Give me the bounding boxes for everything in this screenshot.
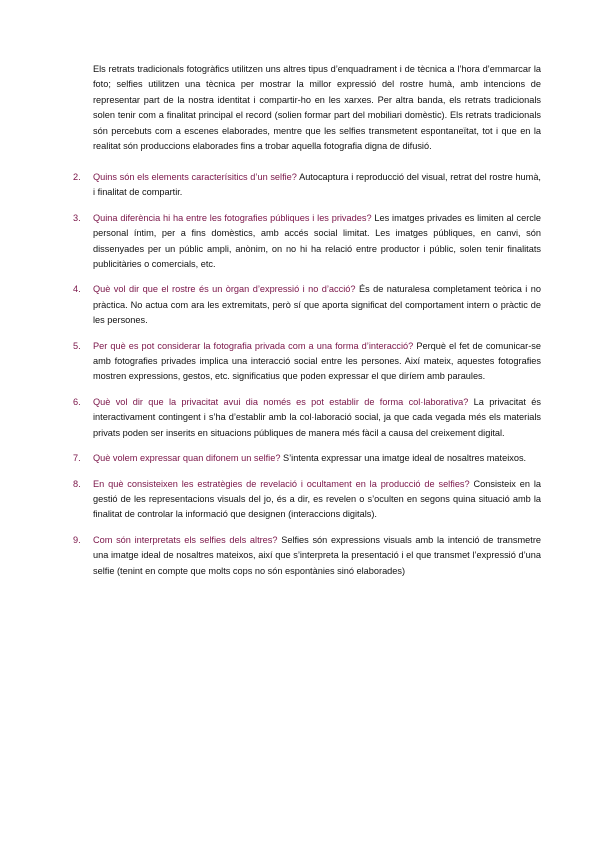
question-number: 6.	[73, 396, 81, 407]
answer-text: Selfies són expressions visuals amb la intenció de transmetre una imatge ideal de nosaltres mateixos, així que s’interpreta la presentació i el que transmet l’expressió d’una selfie (tenint en compte que molts cops no són espontànies sinó elaborades)	[93, 534, 541, 576]
question-number: 7.	[73, 453, 81, 464]
question-number: 2.	[73, 172, 81, 182]
answer-text: S’intenta expressar una imatge ideal de nosaltres mateixos.	[283, 453, 527, 464]
question-number: 9.	[73, 534, 81, 545]
question-text: Què vol dir que la privacitat avui dia només es pot establir de forma col·laborativa?	[93, 396, 469, 407]
question-text: Com són interpretats els selfies dels altres?	[93, 534, 278, 545]
question-list	[73, 170, 541, 579]
answer-text: Consisteix en la gestió de les representacions visuals del jo, és a dir, es revelen o s’oculten en segons quina situació amb la finalitat de controlar la informació que designen (interaccions digitals).	[93, 478, 541, 520]
question-item-3	[73, 211, 541, 273]
question-number: 4.	[73, 284, 81, 295]
answer-text: Les imatges privades es limiten al cercle personal íntim, per a fins domèstics, amb accés social limitat. Les imatges públiques, en canvi, són dissenyades per un públic ampli, anònim, on no hi ha relació entre productor i públic, solen tenir finalitats publicitàries o comercials, etc.	[93, 212, 542, 270]
question-item-8	[73, 477, 541, 523]
answer-text: Autocaptura i reproducció del visual, retrat del rostre humà, i finalitat de compartir.	[93, 172, 541, 198]
question-number: 8.	[73, 478, 81, 489]
question-text: Per què es pot considerar la fotografia privada com a una forma d’interacció?	[93, 340, 414, 351]
question-text: En què consisteixen les estratègies de revelació i ocultament en la producció de selfies?	[93, 478, 470, 489]
question-item-9	[73, 533, 541, 579]
question-number: 5.	[73, 340, 81, 351]
question-text: Quina diferència hi ha entre les fotografies públiques i les privades?	[93, 212, 372, 223]
question-text: Quins són els elements caracterísitics d’un selfie?	[93, 172, 297, 182]
question-text: Què vol dir que el rostre és un òrgan d’expressió i no d’acció?	[93, 284, 356, 295]
answer-text: La privacitat és interactivament contingent i s’ha d’establir amb la col·laboració social, ja que cada vegada més els materials privats poden ser inserits en situacions públiques de manera més fàcil a causa del creixement digital.	[93, 396, 541, 438]
intro-paragraph: Els retrats tradicionals fotogràfics utilitzen uns altres tipus d’enquadrament i de tècnica a l’hora d’emmarcar la foto; selfies utilitzen una tècnica per mostrar la millor expressió del rostre humà, amb intencions de representar part de la nostra identitat i compartir-ho en les xarxes. Per altra banda, els retrats tradicionals solen tenir com a finalitat principal el record (solien formar part del mobiliari domèstic). Els retrats tradicionals són percebuts com a escenes elaborades, mentre que les selfies transmetent espontaneïtat, tot i que en la realitat són produccions elaborades fins a trobar aquella fotografia digna de difusió.	[93, 64, 541, 152]
question-text: Què volem expressar quan difonem un selfie?	[93, 453, 281, 464]
question-item-5	[73, 339, 541, 385]
question-item-4	[73, 282, 541, 328]
question-item-2	[73, 170, 541, 201]
answer-text: És de naturalesa completament teòrica i no pràctica. No actua com ara les extremitats, però sí que aporta significat del comportament intern o pràctic de les persones.	[93, 284, 541, 326]
answer-text: Perquè el fet de comunicar-se amb fotografies privades implica una interacció social entre les persones. Així mateix, aquestes fotografies mostren expressions, gestos, etc. significatius que poden expressar el que diríem amb paraules.	[93, 340, 541, 382]
question-item-6	[73, 395, 541, 441]
question-item-7	[73, 451, 541, 466]
question-number: 3.	[73, 212, 81, 223]
